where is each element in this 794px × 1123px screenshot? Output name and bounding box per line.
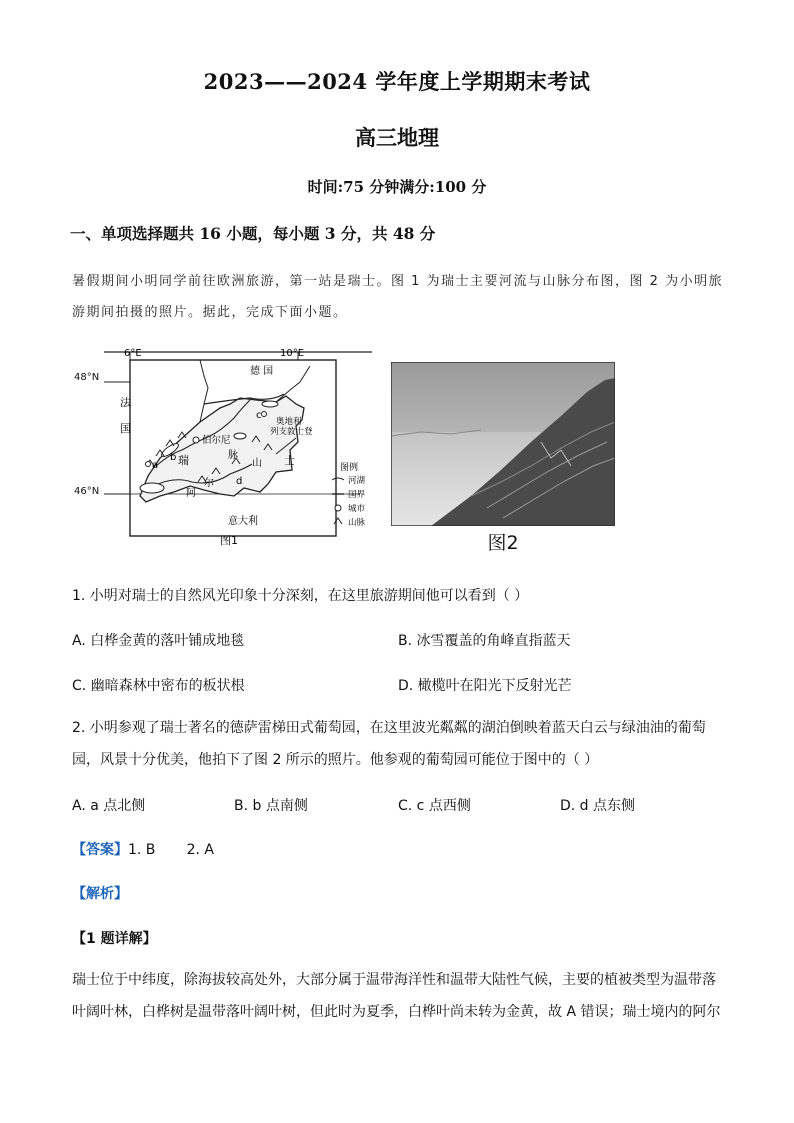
figure-1-map <box>74 346 372 546</box>
detail-tag: 【1 题详解】 <box>72 931 157 947</box>
exam-time-info: 时间:75 分钟满分:100 分 <box>307 178 487 196</box>
swiss-border <box>140 396 304 502</box>
city-bern-marker <box>193 437 199 443</box>
city-a-marker <box>146 462 151 467</box>
q2-stem-line-2: 园，风景十分优美，他拍下了图 2 所示的照片。他参观的葡萄园可能位于图中的（ ） <box>72 752 599 768</box>
label-mountain-4: 尔 <box>204 478 214 489</box>
question-2-stem <box>72 712 732 776</box>
q1-option-a: A. 白桦金黄的落叶铺成地毯 <box>72 633 245 649</box>
legend-river: 河湖 <box>348 476 366 486</box>
detail-line-2: 叶阔叶林，白桦树是温带落叶阔叶树，但此时为夏季，白桦叶尚未转为金黄，故 A 错误；瑞士境内的阿尔 <box>72 1004 721 1020</box>
legend-city: 城市 <box>348 504 366 514</box>
q2-option-a: A. a 点北侧 <box>72 798 146 814</box>
detail-line-1: 瑞士位于中纬度，除海拔较高处外，大部分属于温带海洋性和温带大陆性气候，主要的植被类型为温带落 <box>72 972 716 988</box>
question-intro <box>72 266 732 328</box>
exam-subject: 高三地理 <box>355 125 439 150</box>
label-point-b: b <box>170 452 177 463</box>
label-swiss-2: 士 <box>284 454 295 467</box>
label-point-c: c <box>256 410 262 421</box>
label-italy: 意大利 <box>228 516 258 527</box>
label-bern: 伯尔尼 <box>202 435 231 446</box>
label-mountain-2: 脉 <box>228 450 238 461</box>
analysis-line <box>72 883 128 903</box>
label-austria: 奥地利 <box>276 417 302 427</box>
lon-10e-label: 10°E <box>280 348 305 359</box>
figure-2-photo <box>387 360 619 552</box>
lat-48n-text: 48°N <box>74 372 100 383</box>
answer-line <box>72 839 214 859</box>
lon-6e-label: 6°E <box>124 348 142 359</box>
label-point-a: a <box>152 460 159 471</box>
legend-border: 国界 <box>348 490 366 500</box>
lake-geneva <box>140 483 164 493</box>
q1-option-b: B. 冰雪覆盖的角峰直指蓝天 <box>398 633 571 649</box>
legend-title: 图例 <box>340 463 359 473</box>
question-1-stem: 1. 小明对瑞士的自然风光印象十分深刻，在这里旅游期间他可以看到（ ） <box>72 588 529 604</box>
section-heading: 一、单项选择题共 16 小题，每小题 3 分，共 48 分 <box>70 224 436 243</box>
lat-46n-text: 46°N <box>74 486 100 497</box>
analysis-tag: 【解析】 <box>72 886 128 902</box>
detail-paragraph <box>72 964 732 1028</box>
answer-text: 1. B 2. A <box>128 842 214 858</box>
lake-lucerne <box>234 433 246 439</box>
label-france-2: 国 <box>120 422 131 435</box>
legend-mountain: 山脉 <box>348 518 366 528</box>
q1-option-c: C. 幽暗森林中密布的板状根 <box>72 678 245 694</box>
label-mountain-1: 山 <box>252 458 262 469</box>
lake-constance <box>262 401 278 407</box>
intro-line-2: 游期间拍摄的照片。据此，完成下面小题。 <box>72 305 348 320</box>
q2-option-b: B. b 点南侧 <box>234 798 308 814</box>
q2-option-c: C. c 点西侧 <box>398 798 471 814</box>
switzerland-map <box>100 346 372 546</box>
vineyard-photo <box>391 362 615 526</box>
label-swiss-1: 瑞 <box>178 454 189 467</box>
figure-2-caption: 图2 <box>487 532 519 554</box>
q2-stem-line-1: 2. 小明参观了瑞士著名的德萨雷梯田式葡萄园，在这里波光粼粼的湖泊倒映着蓝天白云与绿油油的葡萄 <box>72 720 706 736</box>
city-c-marker <box>262 412 267 417</box>
q1-option-d: D. 橄榄叶在阳光下反射光芒 <box>398 678 572 694</box>
q2-option-d: D. d 点东侧 <box>560 798 636 814</box>
label-point-d: d <box>236 476 243 487</box>
label-liechtenstein: 列支敦士登 <box>270 427 313 437</box>
label-france-1: 法 <box>120 396 131 409</box>
label-mountain-3: 阿 <box>186 488 196 499</box>
intro-line-1: 暑假期间小明同学前往欧洲旅游，第一站是瑞士。图 1 为瑞士主要河流与山脉分布图，图 2 为小明旅 <box>72 274 724 289</box>
exam-title: 2023——2024 学年度上学期期末考试 <box>203 69 591 94</box>
answer-tag: 【答案】 <box>72 842 128 858</box>
figure-1-caption: 图1 <box>220 534 238 546</box>
label-germany: 德 国 <box>250 366 274 377</box>
